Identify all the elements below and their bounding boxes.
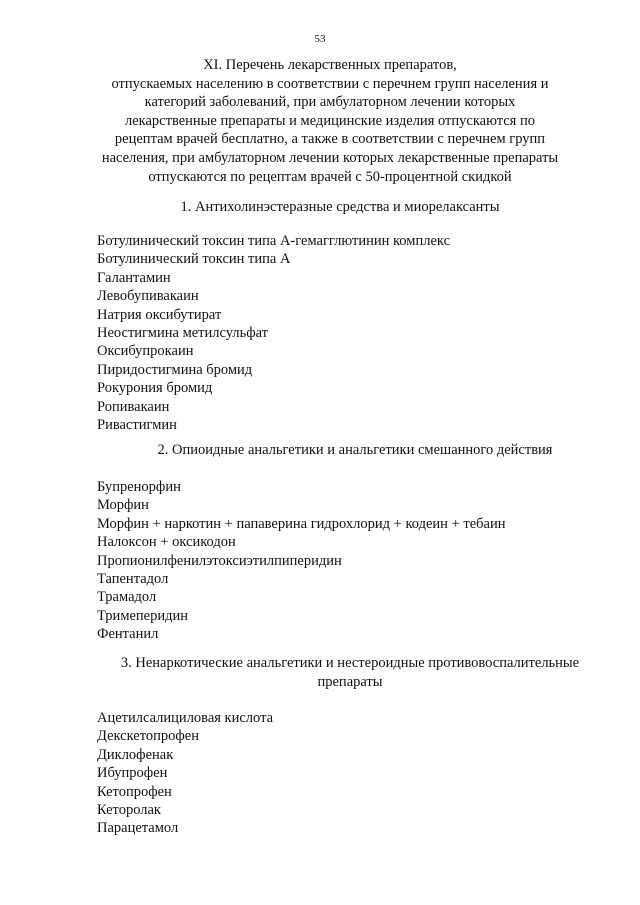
list-item: Пиридостигмина бромид bbox=[97, 361, 253, 378]
title-line: населения, при амбулаторном лечении которых лекарственные препараты bbox=[101, 149, 559, 166]
list-item: Фентанил bbox=[97, 626, 159, 643]
page-number: 53 bbox=[314, 33, 326, 45]
document-title bbox=[90, 56, 570, 186]
title-line: лекарственные препараты и медицинские изделия отпускаются по bbox=[125, 112, 535, 129]
list-item: Тримеперидин bbox=[97, 607, 189, 624]
list-item: Бупренорфин bbox=[97, 479, 181, 495]
list-item: Ацетилсалициловая кислота bbox=[97, 710, 274, 726]
list-item: Пропионилфенилэтоксиэтилпиперидин bbox=[97, 552, 342, 569]
title-line: отпускаются по рецептам врачей с 50-процентной скидкой bbox=[148, 168, 512, 185]
list-item: Кетопрофен bbox=[97, 783, 172, 800]
list-item: Парацетамол bbox=[97, 820, 179, 837]
heading-line: 3. Ненаркотические анальгетики и нестероидные противовоспалительные bbox=[120, 655, 580, 671]
list-item: Морфин + наркотин + папаверина гидрохлорид + кодеин + тебаин bbox=[97, 515, 506, 532]
heading-line: препараты bbox=[317, 673, 383, 690]
list-item: Декскетопрофен bbox=[97, 728, 199, 745]
list-item: Тапентадол bbox=[97, 571, 169, 588]
list-item: Морфин bbox=[97, 497, 149, 514]
list-item: Оксибупрокаин bbox=[97, 343, 194, 360]
list-item: Натрия оксибутират bbox=[97, 306, 222, 323]
list-item: Диклофенак bbox=[97, 746, 174, 763]
list-item: Кеторолак bbox=[97, 802, 161, 819]
section-heading bbox=[100, 654, 600, 691]
drug-list bbox=[97, 478, 505, 644]
list-item: Ропивакаин bbox=[97, 398, 170, 415]
list-item: Налоксон + оксикодон bbox=[97, 534, 236, 551]
list-item: Левобупивакаин bbox=[97, 288, 199, 305]
section-heading bbox=[150, 198, 530, 216]
list-item: Ибупрофен bbox=[97, 765, 168, 782]
heading-line: 1. Антихолинэстеразные средства и миорелаксанты bbox=[180, 199, 500, 215]
section-heading bbox=[130, 441, 580, 459]
drug-list bbox=[97, 709, 273, 838]
title-line: рецептам врачей бесплатно, а также в соответствии с перечнем групп bbox=[114, 131, 546, 148]
list-item: Галантамин bbox=[97, 269, 171, 286]
list-item: Ривастигмин bbox=[97, 417, 177, 434]
title-line: XI. Перечень лекарственных препаратов, bbox=[203, 57, 457, 73]
list-item: Трамадол bbox=[97, 589, 157, 606]
list-item: Ботулинический токсин типа A-гемагглютинин комплекс bbox=[97, 233, 450, 249]
title-line: отпускаемых населению в соответствии с перечнем групп населения и bbox=[111, 75, 549, 92]
list-item: Рокурония бромид bbox=[97, 380, 213, 397]
list-item: Ботулинический токсин типа A bbox=[97, 251, 291, 268]
title-line: категорий заболеваний, при амбулаторном лечении которых bbox=[144, 94, 516, 111]
list-item: Неостигмина метилсульфат bbox=[97, 325, 269, 342]
drug-list bbox=[97, 232, 450, 434]
heading-line: 2. Опиоидные анальгетики и анальгетики смешанного действия bbox=[157, 442, 553, 458]
